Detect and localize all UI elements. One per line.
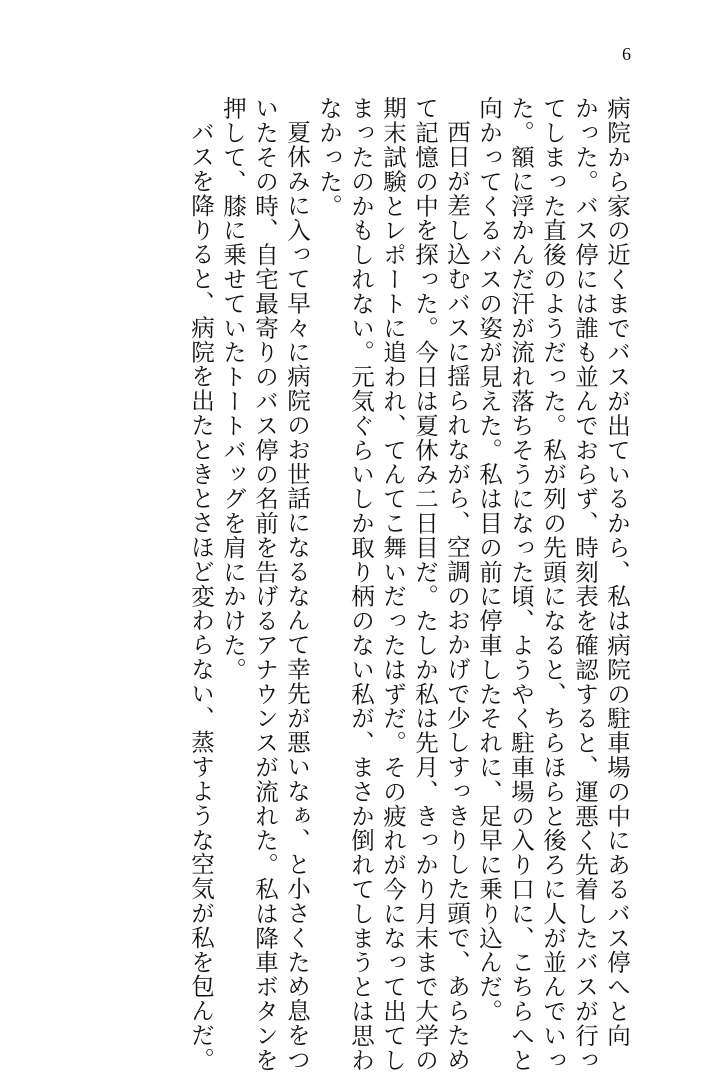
text-column-4: た。額に浮かんだ汗が流れ落ちそうになった頃、ようやく駐車場の入り口に、こちらへと: [507, 96, 535, 1072]
text-column-8: 期末試験とレポートに追われ、てんてこ舞いだったはずだ。その疲れが今になって出てし: [379, 96, 407, 1072]
page-number: 6: [622, 44, 631, 64]
text-column-5: 向かってくるバスの姿が見えた。私は目の前に停車したそれに、足早に乗り込んだ。: [475, 96, 503, 1024]
text-column-9: まったのかもしれない。元気ぐらいしか取り柄のない私が、まさか倒れてしまうとは思わ: [347, 96, 375, 1072]
text-column-10: なかった。: [315, 96, 343, 218]
text-column-12: いたその時、自宅最寄りのバス停の名前を告げるアナウンスが流れた。私は降車ボタンを: [251, 96, 279, 1072]
text-column-6: 西日が差し込むバスに揺られながら、空調のおかげで少しすっきりした頭で、あらため: [443, 120, 471, 1072]
text-column-14: バスを降りると、病院を出たときとさほど変わらない、蒸すような空気が私を包んだ。: [187, 120, 215, 1072]
text-column-2: かった。バス停には誰も並んでおらず、時刻表を確認すると、運悪く先着したバスが行っ: [571, 96, 599, 1072]
text-column-3: てしまった直後のようだった。私が列の先頭になると、ちらほらと後ろに人が並んでいっ: [539, 96, 567, 1072]
text-column-11: 夏休みに入って早々に病院のお世話になるなんて幸先が悪いなぁ、と小さくため息をつ: [283, 120, 311, 1072]
text-column-7: て記憶の中を探った。今日は夏休み二日目だ。たしか私は先月、きっかり月末まで大学の: [411, 96, 439, 1072]
text-column-1: 病院から家の近くまでバスが出ているから、私は病院の駐車場の中にあるバス停へと向: [603, 96, 631, 1048]
text-column-13: 押して、膝に乗せていたトートバッグを肩にかけた。: [219, 96, 247, 682]
